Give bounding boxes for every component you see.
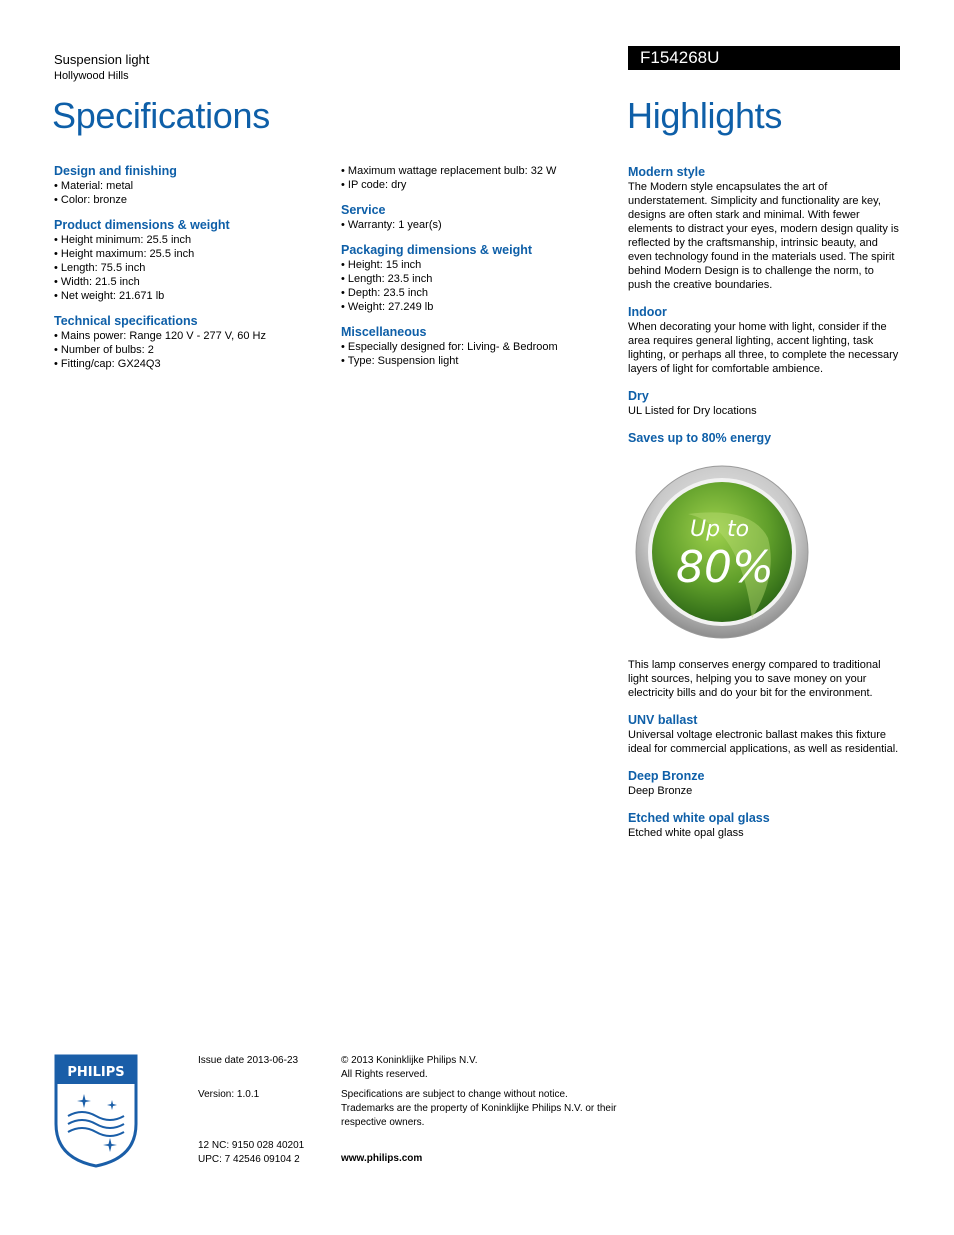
logo-wordmark: PHILIPS [67, 1065, 125, 1080]
website-link[interactable]: www.philips.com [341, 1153, 423, 1164]
spec-item: • Net weight: 21.671 lb [54, 289, 314, 303]
spec-item: • Warranty: 1 year(s) [341, 218, 601, 232]
highlight-title-bronze: Deep Bronze [628, 769, 705, 783]
highlight-text-glass: Etched white opal glass [628, 827, 744, 839]
spec-item: • Height maximum: 25.5 inch [54, 247, 314, 261]
highlight-title-glass: Etched white opal glass [628, 811, 770, 825]
spec-item: • Especially designed for: Living- & Bedroom [341, 340, 601, 354]
spec-section-technical [54, 314, 314, 371]
spec-item: • Mains power: Range 120 V - 277 V, 60 Hz [54, 329, 314, 343]
spec-notice: Specifications are subject to change without notice. Trademarks are the property of Koninklijke Philips N.V. or their respective owners. [341, 1089, 617, 1128]
upc-code: UPC: 7 42546 09104 2 [198, 1154, 300, 1165]
spec-item: • Color: bronze [54, 193, 314, 207]
highlights-heading: Highlights [627, 95, 783, 136]
energy-badge [628, 456, 816, 646]
spec-item: • Length: 23.5 inch [341, 272, 601, 286]
badge-line1: Up to [690, 517, 750, 542]
spec-item: • Depth: 23.5 inch [341, 286, 601, 300]
highlight-text-modern: The Modern style encapsulates the art of understatement. Simplicity and functionality are key, designs are often stark and minimal. With fewer elements to distract your eyes, modern design quality is reflected by the craftsmanship, intrinsic beauty, and even technology found in the materials used. The spirit behind Modern Design is to challenge the norm, to push the creative boundaries. [628, 181, 899, 291]
spec-item: • Height minimum: 25.5 inch [54, 233, 314, 247]
spec-section-title: Product dimensions & weight [54, 218, 230, 232]
spec-item: • Type: Suspension light [341, 354, 601, 368]
spec-item: • Width: 21.5 inch [54, 275, 314, 289]
philips-shield-logo [54, 1054, 138, 1168]
highlight-title-dry: Dry [628, 389, 649, 403]
spec-item: • Fitting/cap: GX24Q3 [54, 357, 314, 371]
spec-item: • Material: metal [54, 179, 314, 193]
spec-section-title: Technical specifications [54, 314, 198, 328]
highlight-title-modern: Modern style [628, 165, 706, 179]
spec-item: • Height: 15 inch [341, 258, 601, 272]
specs-column-1 [54, 164, 314, 371]
copyright [341, 1054, 621, 1082]
spec-section-dimensions [54, 218, 314, 303]
issue-date: Issue date 2013-06-23 [198, 1055, 299, 1066]
badge-line2: 80% [676, 542, 774, 593]
product-type: Suspension light [54, 52, 150, 67]
product-name: Hollywood Hills [54, 70, 129, 82]
model-number-bar: F154268U [628, 46, 900, 70]
copyright-line-1: © 2013 Koninklijke Philips N.V. [341, 1055, 478, 1066]
highlight-text-bronze: Deep Bronze [628, 785, 693, 797]
highlight-text-dry: UL Listed for Dry locations [628, 405, 757, 417]
twelve-nc-code: 12 NC: 9150 028 40201 [198, 1140, 305, 1151]
spec-item: • Length: 75.5 inch [54, 261, 314, 275]
spec-section-title: Design and finishing [54, 164, 177, 178]
highlight-title-energy: Saves up to 80% energy [628, 431, 772, 445]
highlights-column [628, 165, 900, 840]
spec-section-title: Service [341, 203, 386, 217]
spec-section-service [341, 203, 601, 232]
spec-section-title: Miscellaneous [341, 325, 427, 339]
philips-shield-icon [54, 1054, 138, 1168]
specs-column-2 [341, 164, 601, 368]
spec-item: • Weight: 27.249 lb [341, 300, 601, 314]
specifications-heading: Specifications [52, 95, 270, 136]
spec-item: • IP code: dry [341, 178, 601, 192]
highlight-text-unv: Universal voltage electronic ballast makes this fixture ideal for commercial applications, as well as residential. [628, 729, 899, 755]
highlight-title-indoor: Indoor [628, 305, 667, 319]
highlight-text-indoor: When decorating your home with light, consider if the area requires general lighting, accent lighting, task lighting, or perhaps all three, to complete the necessary layers of light for comfortable ambience. [628, 321, 899, 375]
spec-item: • Number of bulbs: 2 [54, 343, 314, 357]
spec-item: • Maximum wattage replacement bulb: 32 W [341, 164, 601, 178]
highlight-title-unv: UNV ballast [628, 713, 698, 727]
spec-section-title: Packaging dimensions & weight [341, 243, 533, 257]
version: Version: 1.0.1 [198, 1089, 260, 1100]
spec-section-packaging [341, 243, 601, 314]
highlight-text-energy: This lamp conserves energy compared to traditional light sources, helping you to save money on your electricity bills and do your bit for the environment. [628, 659, 881, 699]
spec-section-design [54, 164, 314, 207]
copyright-line-2: All Rights reserved. [341, 1069, 428, 1080]
energy-badge-icon [628, 456, 816, 646]
spec-section-miscellaneous [341, 325, 601, 368]
